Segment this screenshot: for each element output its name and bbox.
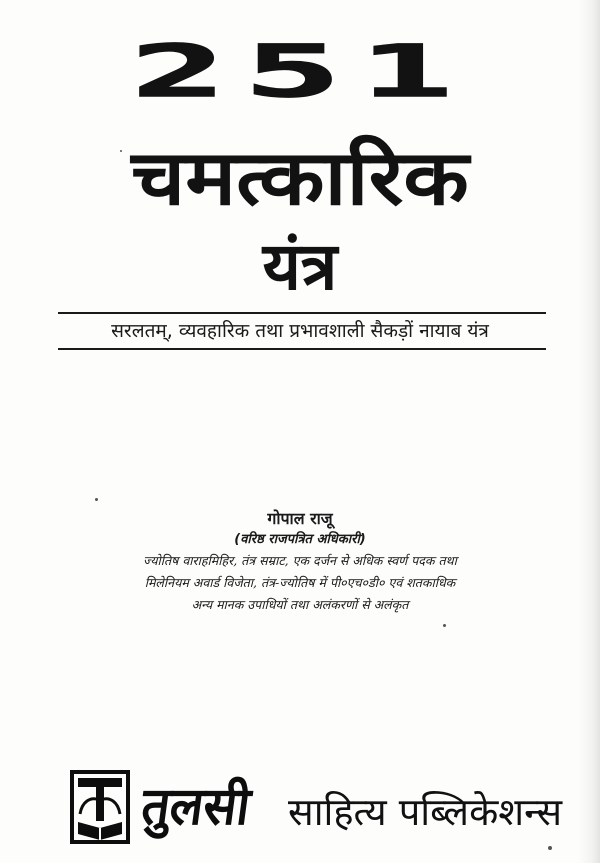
tulsi-publications-logo-icon xyxy=(70,770,130,844)
cover-number-title: 251 xyxy=(127,28,473,115)
cover-main-title: चमत्कारिक xyxy=(131,133,469,222)
cover-tagline: सरलतम्, व्यवहारिक तथा प्रभावशाली सैकड़ों नायाब यंत्र xyxy=(111,320,489,342)
tagline-bottom-rule xyxy=(58,348,546,350)
scan-speck xyxy=(548,846,552,850)
author-name: गोपाल राजू xyxy=(267,509,333,528)
author-rank: (वरिष्ठ राजपत्रित अधिकारी) xyxy=(234,532,366,547)
author-credential-line: अन्य मानक उपाधियों तथा अलंकरणों से अलंकृत xyxy=(191,597,409,612)
tagline-top-rule xyxy=(58,312,546,314)
author-block xyxy=(60,508,540,616)
scan-speck xyxy=(120,150,122,152)
scan-speck xyxy=(443,624,446,627)
publisher-brand: तुलसी xyxy=(137,777,254,837)
scan-speck xyxy=(95,498,98,501)
publisher-imprint xyxy=(70,768,563,848)
publisher-name: साहित्य पब्लिकेशन्स xyxy=(288,790,563,834)
cover-subtitle: यंत्र xyxy=(262,228,338,305)
author-credential-line: मिलेनियम अवार्ड विजेता, तंत्र-ज्योतिष में पी०एच०डी० एवं शतकाधिक xyxy=(144,575,456,590)
author-credential-line: ज्योतिष वाराहमिहिर, तंत्र सम्राट, एक दर्जन से अधिक स्वर्ण पदक तथा xyxy=(143,553,457,568)
